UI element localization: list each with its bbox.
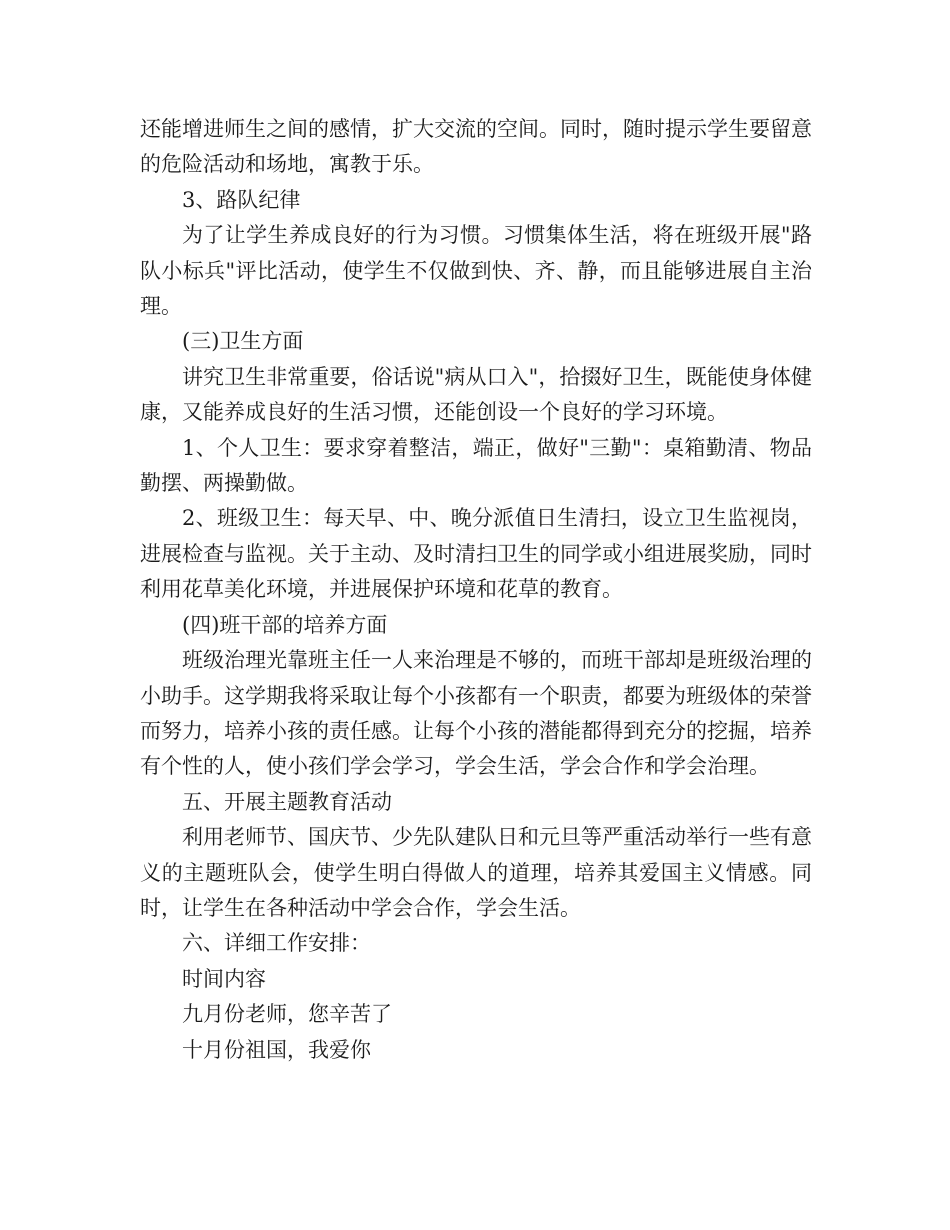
paragraph: 利用老师节、国庆节、少先队建队日和元旦等严重活动举行一些有意义的主题班队会，使学生明白得做人的道理，培养其爱国主义情感。同时，让学生在各种活动中学会合作，学会生活。 <box>140 825 812 920</box>
paragraph: 2、班级卫生：每天早、中、晚分派值日生清扫，设立卫生监视岗，进展检查与监视。关于主动、及时清扫卫生的同学或小组进展奖励，同时利用花草美化环境，并进展保护环境和花草的教育。 <box>140 506 812 602</box>
section-heading: 五、开展主题教育活动 <box>182 789 392 814</box>
schedule-header: 时间内容 <box>182 966 266 991</box>
schedule-item: 九月份老师，您辛苦了 <box>182 1002 392 1027</box>
section-heading: (四)班干部的培养方面 <box>182 612 388 637</box>
paragraph: 班级治理光靠班主任一人来治理是不够的，而班干部却是班级治理的小助手。这学期我将采取让每个小孩都有一个职责，都要为班级体的荣誉而努力，培养小孩的责任感。让每个小孩的潜能都得到充分的挖掘，培养有个性的人，使小孩们学会学习，学会生活，学会合作和学会治理。 <box>140 648 812 779</box>
paragraph: 讲究卫生非常重要，俗话说"病从口入"，拾掇好卫生，既能使身体健康，又能养成良好的生活习惯，还能创设一个良好的学习环境。 <box>140 364 812 425</box>
body-text <box>140 112 812 1068</box>
paragraph: 为了让学生养成良好的行为习惯。习惯集体生活，将在班级开展"路队小标兵"评比活动，使学生不仅做到快、齐、静，而且能够进展自主治理。 <box>140 223 812 319</box>
section-heading: 六、详细工作安排： <box>182 931 371 956</box>
subsection-heading: 3、路队纪律 <box>182 187 301 212</box>
schedule-item: 十月份祖国，我爱你 <box>182 1037 371 1062</box>
paragraph: 还能增进师生之间的感情，扩大交流的空间。同时，随时提示学生要留意的危险活动和场地，寓教于乐。 <box>140 117 812 177</box>
section-heading: (三)卫生方面 <box>182 329 304 354</box>
paragraph: 1、个人卫生：要求穿着整洁，端正，做好"三勤"：桌箱勤清、物品勤摆、两操勤做。 <box>140 435 812 496</box>
